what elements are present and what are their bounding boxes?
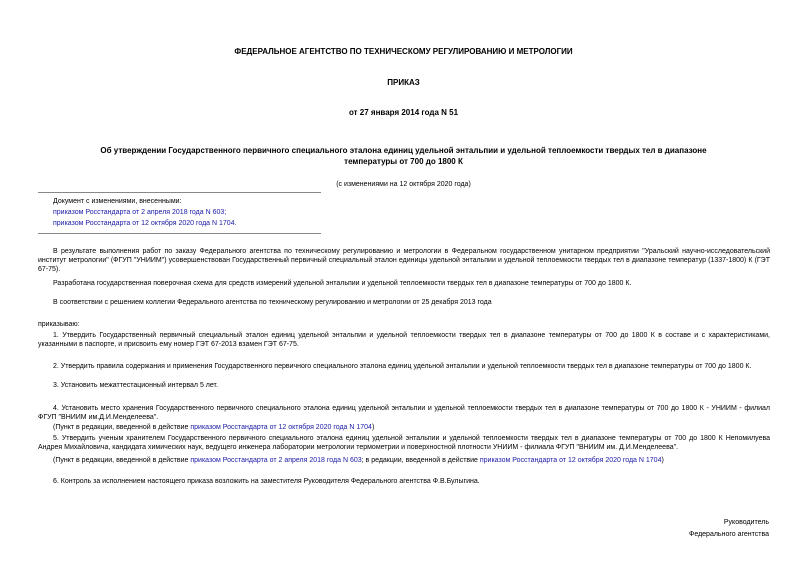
- change-link-2018[interactable]: приказом Росстандарта от 2 апреля 2018 года N 603;: [53, 209, 227, 216]
- order-item-5: 5. Утвердить ученым хранителем Государственного первичного специального эталона единиц удельной энтальпии и удельной теплоемкости твердых тел в диапазоне температуры от 700 до 1800 К Непомилуева Андрея Михайловича, кандидата химических наук, ведущего инженера лаборатории метрологии термометрии и поверхностной плотности УНИИМ - филиала ФГУП "ВНИИМ им. Д.И.Менделеева".: [38, 435, 770, 452]
- signature-line-2: Федерального агентства: [689, 531, 769, 538]
- revision-note: (с изменениями на 12 октября 2020 года): [336, 181, 471, 188]
- paragraph-results: В результате выполнения работ по заказу Федерального агентства по техническому регулированию и метрологии в Федеральном государственном унитарном предприятии "Уральский научно-исследовательский институт метрологии" (ФГУП "УНИИМ") усовершенствован Государственный первичный специальный эталон единицы удельной энтальпии и удельной теплоемкости твердых тел в диапазоне температур (1337-1800) К (ГЭТ 67-75).: [38, 248, 770, 274]
- signature-line-1: Руководитель: [723, 519, 769, 526]
- note-suffix: ): [661, 457, 664, 464]
- order-item-5-note: [38, 456, 770, 465]
- note-link-2020[interactable]: приказом Росстандарта от 12 октября 2020 года N 1704: [190, 424, 372, 431]
- order-item-2: 2. Утвердить правила содержания и применения Государственного первичного специального эталона единиц удельной энтальпии и удельной теплоемкости твердых тел в диапазоне температуры от 700 до 1800 К.: [53, 363, 752, 370]
- note-suffix: ): [371, 424, 375, 431]
- divider-top: [38, 192, 321, 193]
- order-item-3: 3. Установить межаттестационный интервал 5 лет.: [53, 382, 218, 389]
- order-item-4: 4. Установить место хранения Государственного первичного специального эталона единиц удельной энтальпии и удельной теплоемкости твердых тел в диапазоне температуры от 700 до 1800 К - УНИИМ - филиал ФГУП "ВНИИМ им.Д.И.Менделеева".: [38, 405, 770, 422]
- note-link-2018[interactable]: приказом Росстандарта от 2 апреля 2018 года N 603: [190, 457, 362, 464]
- order-item-6: 6. Контроль за исполнением настоящего приказа возложить на заместителя Руководителя Федерального агентства Ф.В.Булыгина.: [53, 478, 480, 485]
- order-item-1: 1. Утвердить Государственный первичный специальный эталон единиц удельной энтальпии и удельной теплоемкости твердых тел в диапазоне температуры от 700 до 1800 К в составе и с характеристиками, указанными в паспорте, и присвоить ему номер ГЭТ 67-2013 взамен ГЭТ 67-75.: [38, 332, 770, 349]
- document-date-number: от 27 января 2014 года N 51: [348, 108, 459, 117]
- document-title-line-1: Об утверждении Государственного первичного специального эталона единиц удельной энтальпии и удельной теплоемкости твердых тел в диапазоне: [100, 146, 707, 155]
- note-prefix: (Пункт в редакции, введенной в действие: [53, 457, 191, 464]
- divider-bottom: [38, 233, 321, 234]
- paragraph-scheme: Разработана государственная поверочная схема для средств измерений удельной энтальпии и удельной теплоемкости твердых тел в диапазоне температуры от 700 до 1800 К.: [53, 280, 632, 287]
- document-type: ПРИКАЗ: [387, 78, 420, 87]
- document-title-line-2: температуры от 700 до 1800 К: [344, 157, 463, 166]
- note-prefix: (Пункт в редакции, введенной в действие: [53, 424, 191, 431]
- note-link-2020[interactable]: приказом Росстандарта от 12 октября 2020 года N 1704: [479, 457, 662, 464]
- agency-name: ФЕДЕРАЛЬНОЕ АГЕНТСТВО ПО ТЕХНИЧЕСКОМУ РЕГУЛИРОВАНИЮ И МЕТРОЛОГИИ: [234, 47, 573, 56]
- order-item-4-note: [38, 423, 770, 432]
- order-word: приказываю:: [38, 321, 80, 328]
- changes-intro: Документ с изменениями, внесенными:: [53, 198, 182, 205]
- note-mid: ; в редакции, введенной в действие: [361, 457, 480, 464]
- paragraph-decision: В соответствии с решением коллегии Федерального агентства по техническому регулированию и метрологии от 25 декабря 2013 года: [53, 299, 492, 306]
- change-link-2020[interactable]: приказом Росстандарта от 12 октября 2020 года N 1704.: [53, 220, 237, 227]
